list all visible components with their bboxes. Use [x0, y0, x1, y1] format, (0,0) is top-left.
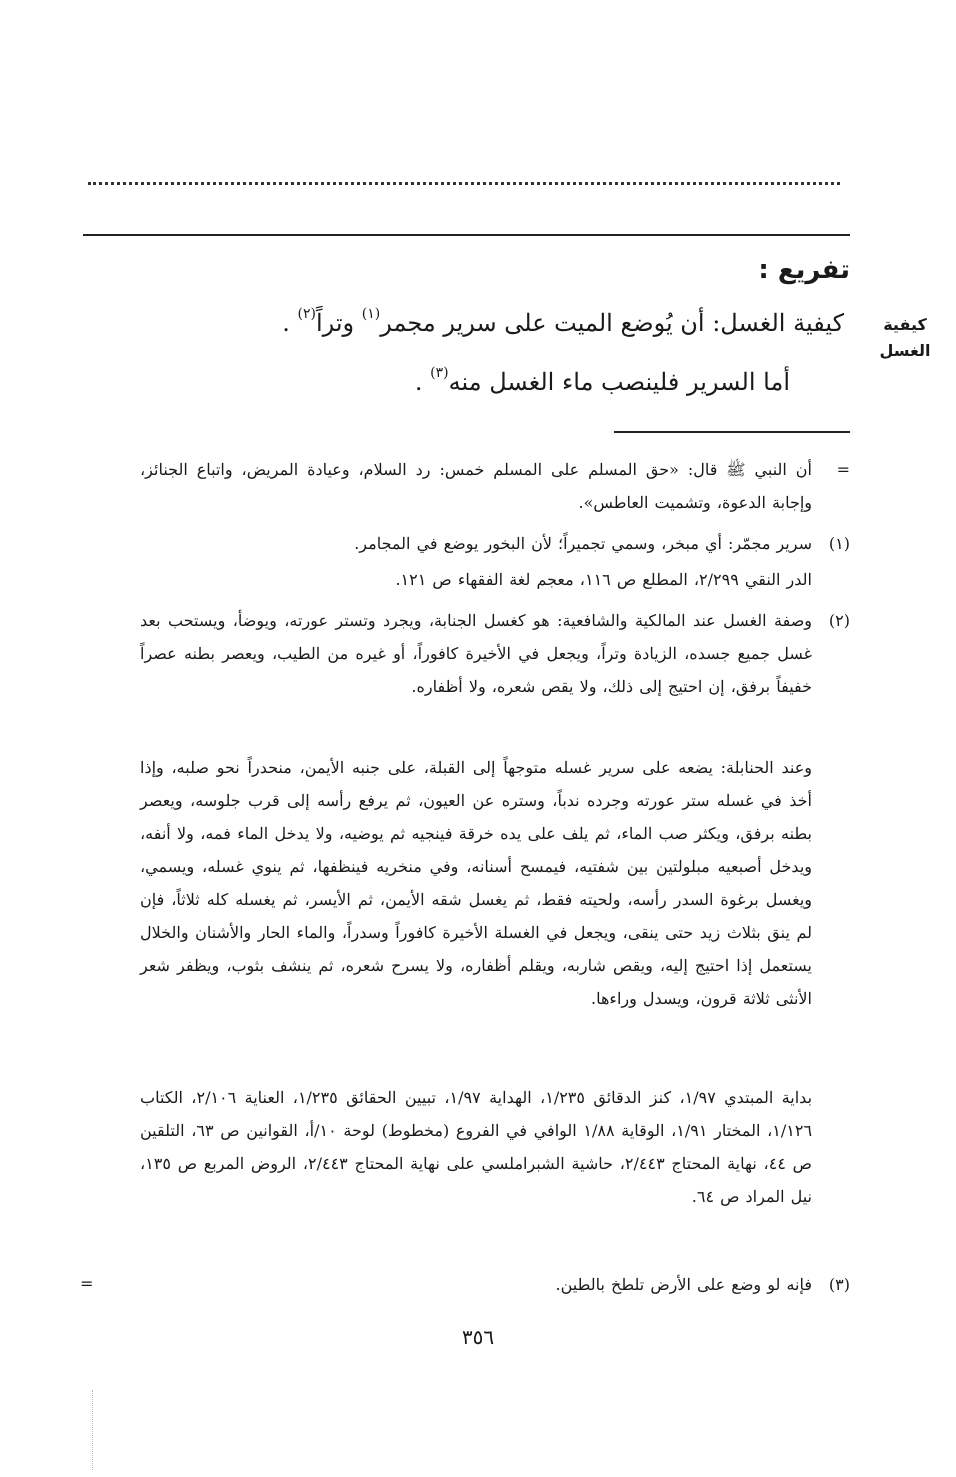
footnote-continuation: أن النبي ﷺ قال: «حق المسلم على المسلم خمس: رد السلام، وعيادة المريض، واتباع الجنائز، وإجابة الدعوة، وتشميت العاطس».: [140, 460, 812, 512]
footnote-1-text: سرير مجمّر: أي مبخر، وسمي تجميراً؛ لأن البخور يوضع في المجامر.: [354, 534, 812, 553]
footnote-rule: [614, 431, 850, 433]
margin-note: [870, 312, 940, 364]
main-text-line-1: [282, 303, 844, 343]
main-text-2-end: .: [414, 368, 431, 396]
page-number: ٣٥٦: [461, 1325, 495, 1349]
main-text-2: أما السرير فلينصب ماء الغسل منه: [448, 368, 790, 396]
main-text-line-2: [415, 362, 790, 402]
footnote-3-marker: (٣): [828, 1275, 850, 1294]
section-heading: تفريع :: [758, 255, 850, 285]
note-ref-2: (٢): [297, 306, 316, 322]
note-ref-1: (١): [361, 306, 381, 322]
footnote-1-marker: (١): [828, 534, 850, 553]
top-rule: [83, 234, 850, 236]
margin-note-line-1: كيفية: [883, 315, 927, 334]
footnote-2-para-1: وصفة الغسل عند المالكية والشافعية: هو كغسل الجنابة، ويجرد وتستر عورته، ويوضأ، ويستحب بعد غسل جميع جسده، الزيادة وتراً، ويجعل في الأخيرة كافوراً، أو غيره من الطيب، ويعصر بطنه عصراً خفيفاً برفق، إن احتيج إلى ذلك، ولا يقص شعره، ولا أظفاره.: [140, 611, 813, 696]
continuation-mark: =: [80, 1274, 94, 1293]
scan-artifact: [92, 1390, 103, 1470]
footnote-2-marker: (٢): [828, 611, 850, 630]
footnote-1-refs: الدر النقي ٢/٢٩٩، المطلع ص ١١٦، معجم لغة الفقهاء ص ١٢١.: [395, 570, 812, 589]
footnote-3-text: فإنه لو وضع على الأرض تلطخ بالطين.: [555, 1275, 812, 1294]
footnote-2-para-2: وعند الحنابلة: يضعه على سرير غسله متوجهاً إلى القبلة، على جنبه الأيمن، منحدراً نحو صلبه، وإذا أخذ في غسله ستر عورته وجرده ندباً، وستره عن العيون، ثم يرفع رأسه إلى قرب جلوسه، ويعصر بطنه برفق، ويكثر صب الماء، ثم يلف على يده خرقة فينجيه ثم يوضيه، ولا يدخل الماء فمه، ولا أنفه، ويدخل أصبعيه مبلولتين بين شفتيه، فيمسح أسنانه، وفي منخريه فينظفها، ثم ينوي غسله، ويسمي، ويغسل برغوة السدر رأسه، ولحيته فقط، ثم يغسل شقه الأيمن، ثم الأيسر، ثم يغسله كله ثلاثاً، فإن لم ينق بثلاث زيد حتى ينقى، ويجعل في الغسلة الأخيرة كافوراً وسدراً، والماء الحار والأشنان والخلال يستعمل إذا احتيج إليه، ويقص شاربه، ويقلم أظفاره، ولا يسرح شعره، ثم ينشف بثوب، ويظفر شعر الأنثى ثلاثة قرون، ويسدل وراءها.: [140, 758, 813, 1008]
continuation-marker: =: [836, 460, 850, 479]
note-ref-3: (٣): [430, 365, 449, 381]
main-text-1: كيفية الغسل: أن يُوضع الميت على سرير مجمر: [380, 309, 844, 337]
main-text-1-end: .: [282, 309, 298, 337]
main-text-1-mid: وتراً: [315, 309, 362, 337]
footnote-2-refs: بداية المبتدي ١/٩٧، كنز الدقائق ١/٢٣٥، الهداية ١/٩٧، تبيين الحقائق ١/٢٣٥، العناية ٢/١٠٦، الكتاب ١/١٢٦، المختار ١/٩١، الوقاية ١/٨٨ الوافي في الفروع (مخطوط) لوحة ١٠/أ، القوانين ص ٦٣، التلقين ص ٤٤، نهاية المحتاج ٢/٤٤٣، حاشية الشبراملسي على نهاية المحتاج ٢/٤٤٣، الروض المربع ص ١٣٥، نيل المراد ص ٦٤.: [140, 1088, 813, 1206]
margin-note-line-2: الغسل: [879, 341, 931, 360]
dotted-separator: [88, 182, 840, 185]
